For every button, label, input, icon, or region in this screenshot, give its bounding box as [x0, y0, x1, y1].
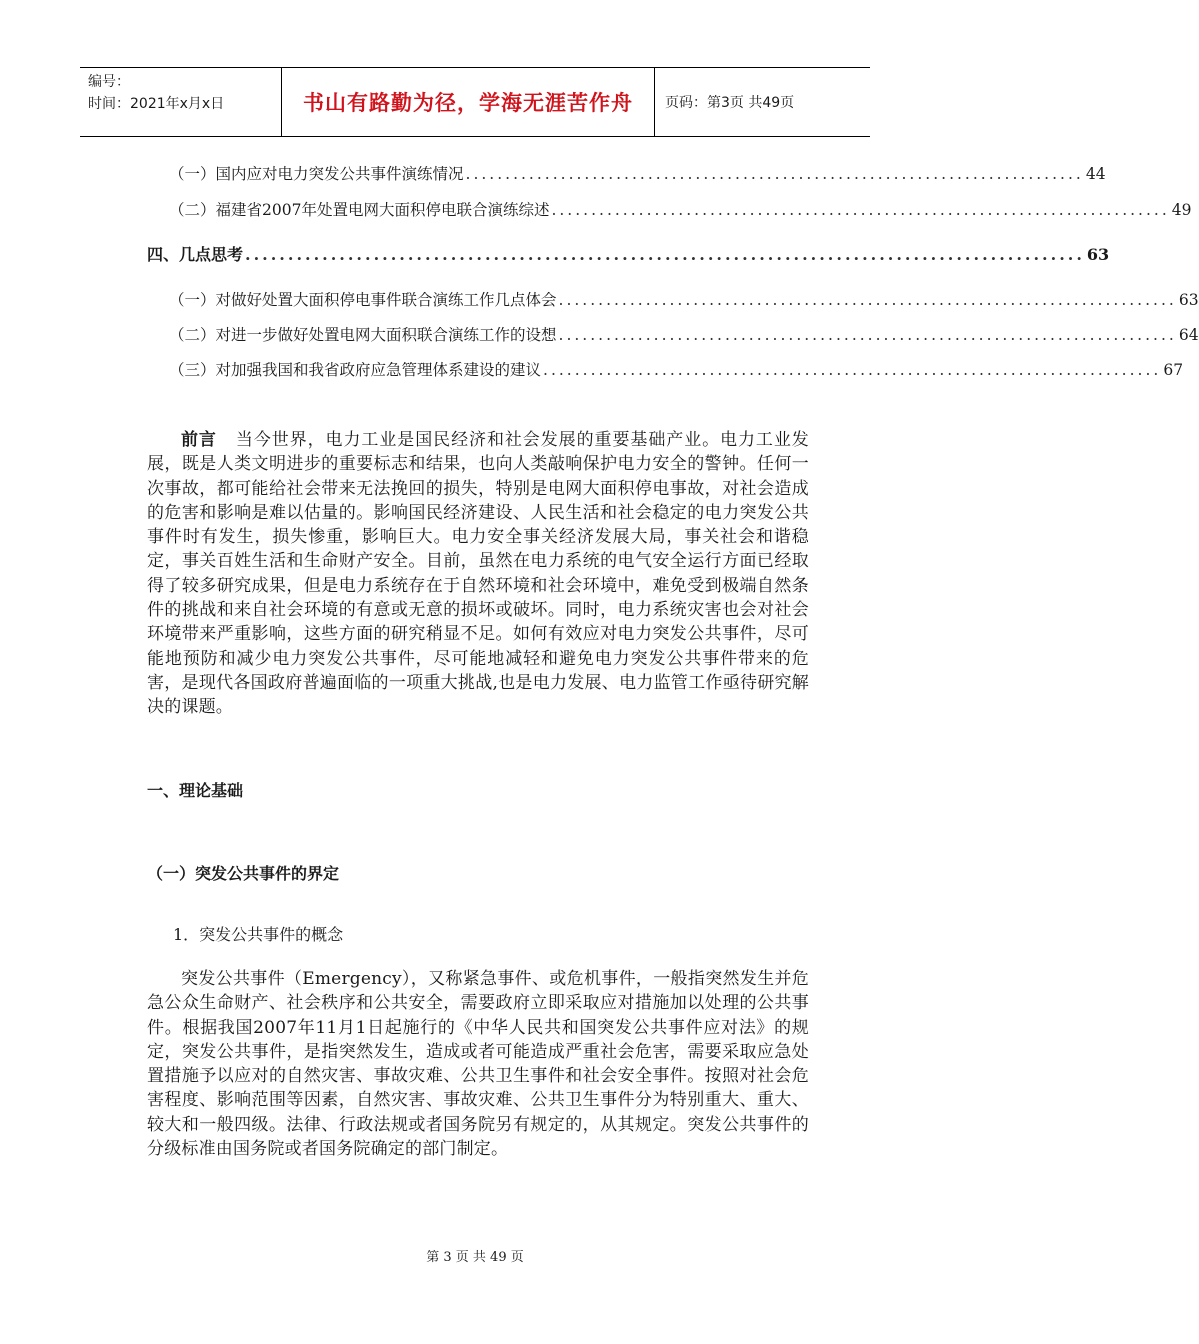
body-paragraph	[147, 967, 809, 1161]
toc-entry-text: 四、几点思考	[147, 245, 244, 264]
toc-entry-page: 44	[1085, 165, 1106, 183]
preface-label: 前言	[181, 430, 217, 450]
toc-leader: ..................................................................................................	[245, 245, 1085, 264]
document-number-label: 编号：	[88, 74, 130, 90]
toc-entry-text: （二）福建省2007年处置电网大面积停电联合演练综述	[169, 201, 550, 219]
preface-paragraph	[147, 428, 809, 720]
header-page-label: 页码：第3页 共49页	[665, 95, 795, 111]
section-heading: 一、理论基础	[147, 781, 244, 800]
item-heading: 1．突发公共事件的概念	[173, 925, 344, 944]
toc-entry-page: 49	[1171, 201, 1192, 219]
page-footer: 第 3 页 共 49 页	[426, 1250, 524, 1265]
toc-entry-page: 67	[1163, 361, 1184, 379]
toc-entry[interactable]	[169, 358, 1184, 380]
toc-entry-page: 64	[1178, 326, 1199, 344]
toc-entry-text: （一）对做好处置大面积停电事件联合演练工作几点体会	[169, 291, 557, 309]
body-paragraph-text: 突发公共事件（Emergency），又称紧急事件、或危机事件，一般指突然发生并危急公众生命财产、社会秩序和公共安全，需要政府立即采取应对措施加以处理的公共事件。根据我国2007年11月1日起施行的《中华人民共和国突发公共事件应对法》的规定，突发公共事件，是指突然发生，造成或者可能造成严重社会危害，需要采取应急处置措施予以应对的自然灾害、事故灾难、公共卫生事件和社会安全事件。按照对社会危害程度、影响范围等因素，自然灾害、事故灾难、公共卫生事件分为特别重大、重大、较大和一般四级。法律、行政法规或者国务院另有规定的，从其规定。突发公共事件的分级标准由国务院或者国务院确定的部门制定。	[147, 969, 809, 1160]
toc-entry[interactable]	[169, 323, 1199, 345]
page-header	[80, 67, 870, 137]
subsection-heading: （一）突发公共事件的界定	[147, 864, 340, 883]
toc-entry-text: （三）对加强我国和我省政府应急管理体系建设的建议	[169, 361, 542, 379]
document-time-label: 时间：2021年x月x日	[88, 96, 225, 112]
header-meta	[80, 68, 282, 136]
toc-leader: ..............................................................................	[543, 361, 1162, 379]
toc-entry-text: （二）对进一步做好处置电网大面积联合演练工作的设想	[169, 326, 557, 344]
toc-entry-section[interactable]	[147, 242, 1110, 265]
toc-entry[interactable]	[169, 162, 1106, 184]
toc-entry[interactable]	[169, 288, 1199, 310]
header-motto: 书山有路勤为径，学海无涯苦作舟	[282, 68, 655, 136]
toc-leader: ..............................................................................	[558, 326, 1177, 344]
preface-text: 当今世界，电力工业是国民经济和社会发展的重要基础产业。电力工业发展，既是人类文明进步的重要标志和结果，也向人类敲响保护电力安全的警钟。任何一次事故，都可能给社会带来无法挽回的损失，特别是电网大面积停电事故，对社会造成的危害和影响是难以估量的。影响国民经济建设、人民生活和社会稳定的电力突发公共事件时有发生，损失惨重，影响巨大。电力安全事关经济发展大局，事关社会和谐稳定，事关百姓生活和生命财产安全。目前，虽然在电力系统的电气安全运行方面已经取得了较多研究成果，但是电力系统存在于自然环境和社会环境中，难免受到极端自然条件的挑战和来自社会环境的有意或无意的损坏或破坏。同时，电力系统灾害也会对社会环境带来严重影响，这些方面的研究稍显不足。如何有效应对电力突发公共事件，尽可能地预防和减少电力突发公共事件，尽可能地减轻和避免电力突发公共事件带来的危害，是现代各国政府普遍面临的一项重大挑战,也是电力发展、电力监管工作亟待研究解决的课题。	[147, 430, 810, 718]
toc-entry-page: 63	[1086, 245, 1110, 264]
toc-entry[interactable]	[169, 198, 1192, 220]
toc-entry-page: 63	[1178, 291, 1199, 309]
toc-leader: ..............................................................................	[558, 291, 1177, 309]
toc-leader: ..............................................................................	[551, 201, 1170, 219]
toc-leader: ..............................................................................	[465, 165, 1084, 183]
toc-entry-text: （一）国内应对电力突发公共事件演练情况	[169, 165, 464, 183]
